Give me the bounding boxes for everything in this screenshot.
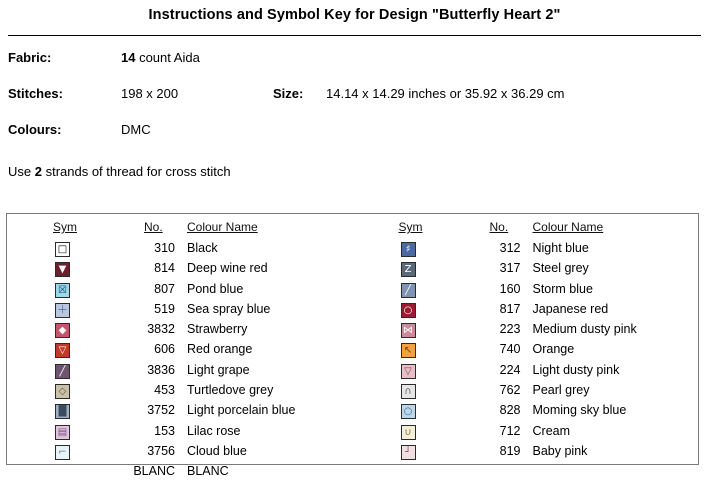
symbol-swatch-icon: ○ [401,404,416,419]
symbol-swatch-icon: ♯ [401,242,416,257]
colour-name: Night blue [532,241,589,255]
table-row [7,260,353,280]
colour-name: Light dusty pink [532,362,620,377]
fabric-row [8,50,709,80]
thread-number: 807 [154,281,175,296]
usage-strands: 2 [34,164,42,179]
table-row [353,260,699,280]
thread-number: 712 [499,423,521,438]
info-block [0,50,709,152]
colour-name: Light grape [187,362,250,377]
symbol-swatch-icon: ◆ [55,323,70,338]
colour-name: Cloud blue [187,443,247,458]
symbol-swatch-icon: ▽ [55,343,70,358]
legend-rows-left [7,240,353,484]
usage-note [0,164,709,179]
colour-name: Moming sky blue [532,403,627,418]
table-row [7,240,353,260]
colour-name: Light porcelain blue [187,403,296,418]
thread-number: 740 [499,342,521,357]
header-no: No. [489,220,509,234]
colour-name: Sea spray blue [187,301,271,316]
symbol-swatch-icon: ○ [401,303,416,318]
table-row [7,281,353,301]
symbol-swatch-icon: ╱ [401,283,416,298]
thread-number: 519 [154,301,175,316]
symbol-swatch-icon [55,465,70,480]
stitches-value: 198 x 200 [121,86,179,101]
colour-name: Turtledove grey [187,383,274,398]
thread-number: 817 [499,301,521,316]
table-row [353,281,699,301]
colour-name: Storm blue [532,281,593,296]
thread-number: 224 [499,362,521,377]
symbol-swatch-icon: ▼ [55,262,70,277]
fabric-label: Fabric: [8,50,52,65]
size-value: 14.14 x 14.29 inches or 35.92 x 36.29 cm [326,86,565,101]
table-row [353,240,699,260]
fabric-value [121,50,200,65]
header-sym: Sym [53,220,77,234]
thread-number: 310 [154,241,175,255]
symbol-swatch-icon: ┘ [401,445,416,460]
table-row [7,402,353,422]
colours-value: DMC [121,122,151,137]
thread-number: 223 [499,322,521,337]
thread-number: 160 [499,281,521,296]
legend-header-left [7,220,353,240]
header-colour-name: Colour Name [187,220,258,234]
colour-name: Pearl grey [532,383,590,398]
symbol-swatch-icon: ⌐ [55,445,70,460]
stitches-row [8,86,709,116]
thread-number: 814 [154,261,175,276]
header-no: No. [144,220,163,234]
table-row [7,301,353,321]
colour-name: Strawberry [187,322,248,337]
document-page [0,7,709,479]
colour-name: Orange [532,342,575,357]
colour-name: BLANC [187,464,229,479]
thread-number: 3756 [147,443,175,458]
thread-number: 828 [499,403,521,418]
symbol-swatch-icon: ▽ [401,364,416,379]
symbol-swatch-icon: ⋈ [401,323,416,338]
stitches-label: Stitches: [8,86,63,101]
symbol-swatch-icon: █ [55,404,70,419]
colour-name: Japanese red [532,301,609,316]
table-row [353,362,699,382]
colour-name: Lilac rose [187,423,241,438]
symbol-swatch-icon: ◇ [55,384,70,399]
legend-header-right [353,220,699,240]
table-row [7,463,353,483]
thread-number: 453 [154,383,175,398]
table-row [353,382,699,402]
title-divider [8,35,701,36]
thread-number: BLANC [133,464,175,479]
table-row [353,341,699,361]
symbol-swatch-icon: ☒ [55,283,70,298]
usage-suffix: strands of thread for cross stitch [41,164,231,179]
symbol-swatch-icon: ▤ [55,425,70,440]
thread-number: 312 [499,241,521,255]
header-sym: Sym [398,220,423,234]
legend-column-left [7,220,353,484]
table-row [353,301,699,321]
colour-name: Black [187,241,218,255]
colour-name: Steel grey [532,261,589,276]
thread-number: 3836 [147,362,175,377]
colour-name: Baby pink [532,443,588,458]
thread-number: 3752 [147,403,175,418]
symbol-swatch-icon: ↖ [401,343,416,358]
thread-number: 317 [499,261,521,276]
symbol-swatch-icon: ∩ [401,384,416,399]
legend-rows-right [353,240,699,463]
symbol-swatch-icon: ╱ [55,364,70,379]
table-row [7,423,353,443]
colour-name: Cream [532,423,571,438]
thread-number: 153 [154,423,175,438]
header-colour-name: Colour Name [532,220,604,234]
colour-name: Deep wine red [187,261,268,276]
table-row [353,402,699,422]
table-row [353,443,699,463]
symbol-swatch-icon: ∪ [401,425,416,440]
table-row [7,321,353,341]
usage-prefix: Use [8,164,35,179]
size-label: Size: [273,86,304,101]
symbol-key-table [6,213,699,479]
symbol-swatch-icon: Z [401,262,416,277]
colour-name: Medium dusty pink [532,322,637,337]
table-row [7,382,353,402]
table-row [353,423,699,443]
thread-number: 606 [154,342,175,357]
colour-name: Pond blue [187,281,244,296]
thread-number: 762 [499,383,521,398]
symbol-swatch-icon: ＋ [55,303,70,318]
page-title: Instructions and Symbol Key for Design "Butterfly Heart 2" [148,7,561,23]
legend-column-right [353,220,699,484]
table-row [7,341,353,361]
thread-number: 819 [499,443,521,458]
thread-number: 3832 [147,322,175,337]
colours-row [8,122,709,152]
table-row [7,362,353,382]
symbol-swatch-icon: □ [55,242,70,257]
table-row [353,321,699,341]
colour-name: Red orange [187,342,253,357]
colours-label: Colours: [8,122,62,137]
table-row [7,443,353,463]
fabric-unit: count Aida [135,50,200,65]
fabric-count: 14 [121,50,136,65]
